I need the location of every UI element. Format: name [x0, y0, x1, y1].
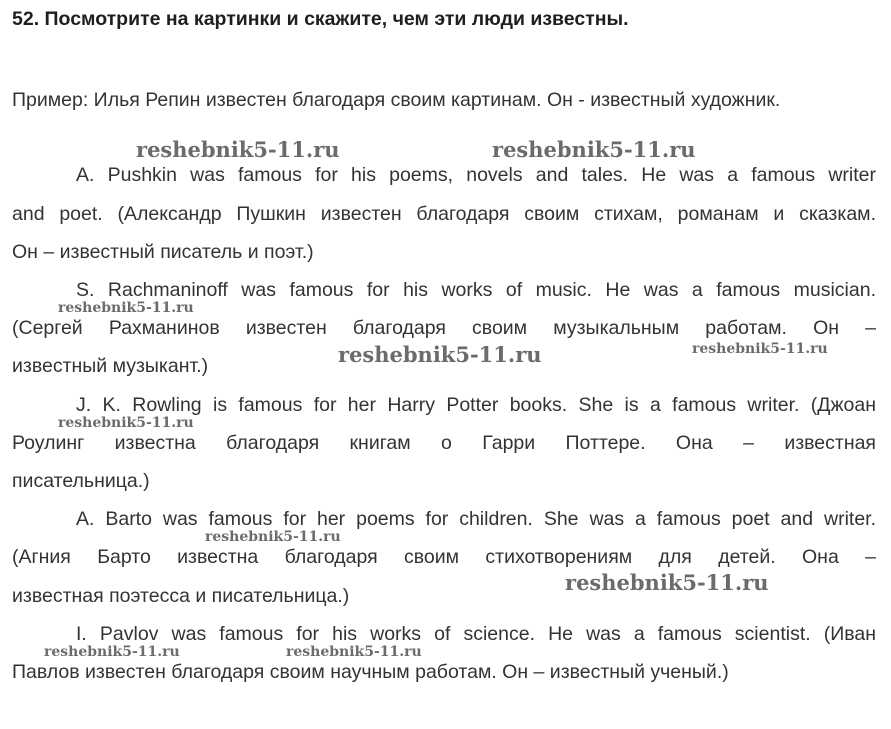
answer-line: Он – известный писатель и поэт.)	[12, 241, 314, 263]
watermark: reshebnik5-11.ru	[58, 415, 194, 431]
task-title: 52. Посмотрите на картинки и скажите, чем эти люди известны.	[12, 8, 629, 30]
watermark: reshebnik5-11.ru	[565, 570, 769, 595]
answer-line: S. Rachmaninoff was famous for his works of music. He was a famous musician.	[76, 279, 876, 301]
watermark: reshebnik5-11.ru	[286, 644, 422, 660]
watermark: reshebnik5-11.ru	[492, 137, 696, 162]
answer-line: известный музыкант.)	[12, 355, 209, 377]
answer-line: J. K. Rowling is famous for her Harry Potter books. She is a famous writer. (Джоан	[76, 394, 876, 416]
answer-line: I. Pavlov was famous for his works of science. He was a famous scientist. (Иван	[76, 623, 876, 645]
answer-line: A. Barto was famous for her poems for children. She was a famous poet and writer.	[76, 508, 876, 530]
watermark: reshebnik5-11.ru	[338, 342, 542, 367]
example-sentence: Пример: Илья Репин известен благодаря своим картинам. Он - известный художник.	[12, 89, 781, 111]
watermark: reshebnik5-11.ru	[58, 300, 194, 316]
answer-line: писательница.)	[12, 470, 150, 492]
watermark: reshebnik5-11.ru	[44, 644, 180, 660]
watermark: reshebnik5-11.ru	[136, 137, 340, 162]
answer-line: A. Pushkin was famous for his poems, novels and tales. He was a famous writer	[76, 164, 876, 186]
answer-line: Роулинг известна благодаря книгам о Гарри Поттере. Она – известная	[12, 432, 876, 454]
watermark: reshebnik5-11.ru	[692, 341, 828, 357]
watermark: reshebnik5-11.ru	[205, 529, 341, 545]
answer-line: (Агния Барто известна благодаря своим стихотворениям для детей. Она –	[12, 546, 876, 568]
answer-line: известная поэтесса и писательница.)	[12, 585, 350, 607]
answer-line: (Сергей Рахманинов известен благодаря своим музыкальным работам. Он –	[12, 317, 876, 339]
answer-line: Павлов известен благодаря своим научным работам. Он – известный ученый.)	[12, 661, 729, 683]
answer-line: and poet. (Александр Пушкин известен благодаря своим стихам, романам и сказкам.	[12, 203, 876, 225]
